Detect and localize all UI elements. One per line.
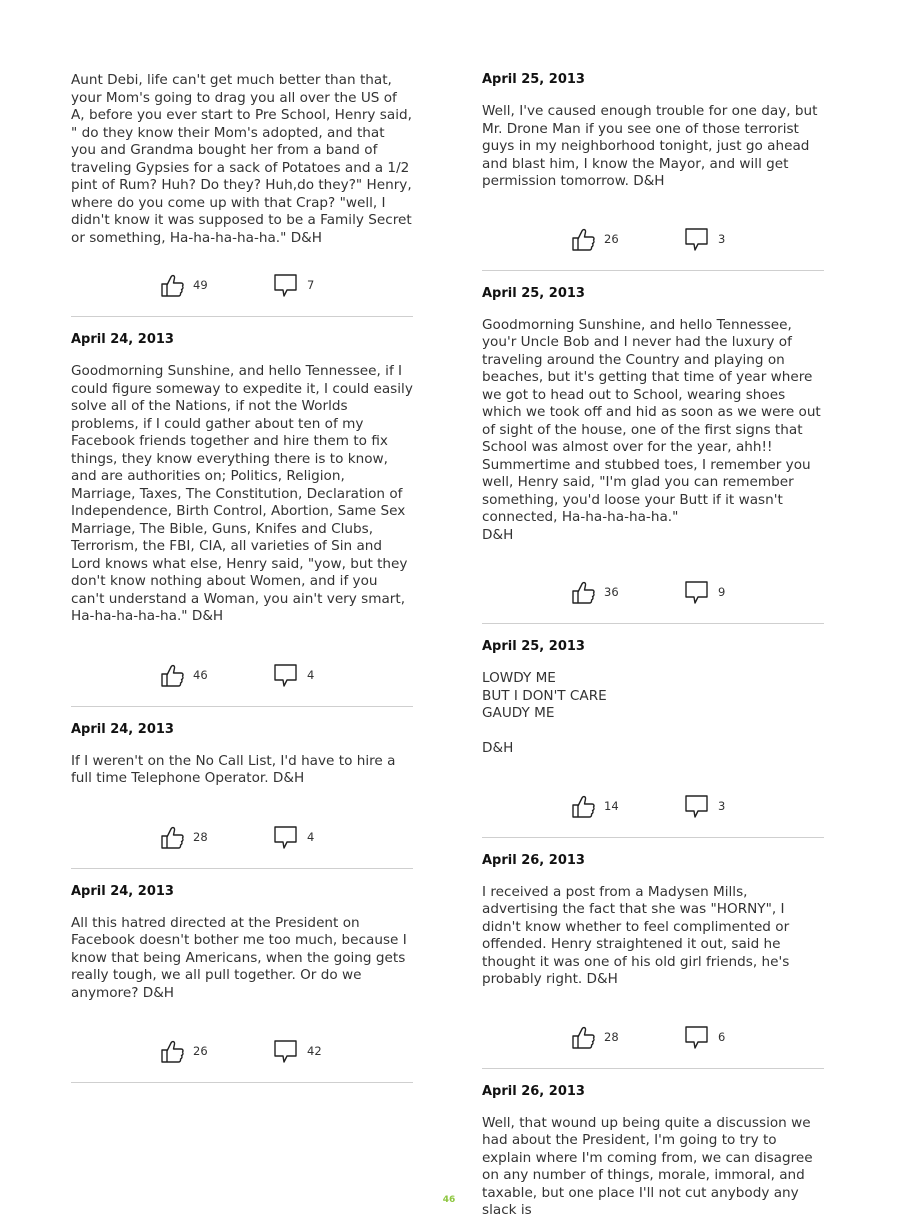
comment-count: 3 xyxy=(718,798,726,813)
post xyxy=(71,332,418,691)
post-divider xyxy=(482,270,824,271)
post-divider xyxy=(71,1082,413,1083)
comment-count: 42 xyxy=(307,1044,322,1058)
post-date: April 25, 2013 xyxy=(482,72,585,87)
like-count: 36 xyxy=(604,585,619,599)
like-count: 28 xyxy=(604,1029,619,1044)
thumbs-up-icon[interactable] xyxy=(159,272,185,298)
speech-bubble-icon[interactable] xyxy=(273,272,299,298)
like-count: 14 xyxy=(604,798,619,813)
post-date: April 25, 2013 xyxy=(482,639,585,654)
like-stat[interactable] xyxy=(570,1024,684,1050)
post-text: LOWDY ME BUT I DON'T CARE GAUDY ME D&H xyxy=(482,670,607,756)
post-stats xyxy=(159,821,413,853)
thumbs-up-icon[interactable] xyxy=(570,579,596,605)
post-text: If I weren't on the No Call List, I'd have to hire a full time Telephone Operator. D&H xyxy=(71,752,400,786)
right-column xyxy=(482,72,824,1220)
like-count: 49 xyxy=(193,278,208,292)
post-divider xyxy=(482,1068,824,1069)
comment-stat[interactable] xyxy=(684,793,798,819)
like-stat[interactable] xyxy=(570,226,684,252)
comment-stat[interactable] xyxy=(684,579,798,605)
post-date: April 25, 2013 xyxy=(482,285,585,301)
post-divider xyxy=(71,706,413,707)
like-stat[interactable] xyxy=(159,272,273,298)
thumbs-up-icon[interactable] xyxy=(159,824,185,850)
post-text: All this hatred directed at the President on Facebook doesn't bother me too much, because I know that being Americans, when the going gets really tough, we all pull together. Or do we anymore? D&H xyxy=(71,914,412,1001)
like-stat[interactable] xyxy=(159,662,273,688)
post-stats xyxy=(570,1021,824,1053)
speech-bubble-icon[interactable] xyxy=(684,793,710,819)
like-count: 26 xyxy=(193,1044,208,1058)
post xyxy=(71,72,417,301)
post-stats xyxy=(570,790,824,822)
post-stats xyxy=(159,1035,413,1067)
left-column xyxy=(71,72,418,1083)
comment-count: 3 xyxy=(718,231,726,246)
post-stats xyxy=(159,659,413,691)
like-count: 28 xyxy=(193,829,208,844)
like-stat[interactable] xyxy=(159,824,273,850)
thumbs-up-icon[interactable] xyxy=(570,793,596,819)
like-stat[interactable] xyxy=(570,579,684,605)
comment-stat[interactable] xyxy=(273,662,387,688)
thumbs-up-icon[interactable] xyxy=(159,662,185,688)
like-count: 26 xyxy=(604,231,619,246)
post-text: I received a post from a Madysen Mills, advertising the fact that she was "HORNY", I didn't know whether to feel complimented or offended. Henry straightened it out, said he thought it was one of his old girl friends, he's probably right. D&H xyxy=(482,883,794,987)
speech-bubble-icon[interactable] xyxy=(273,824,299,850)
post xyxy=(71,884,413,1068)
speech-bubble-icon[interactable] xyxy=(684,579,710,605)
post-stats xyxy=(570,576,824,608)
comment-count: 4 xyxy=(307,667,315,682)
comment-stat[interactable] xyxy=(273,1038,387,1064)
comment-stat[interactable] xyxy=(273,824,387,850)
post-stats xyxy=(159,269,413,301)
post-text: Aunt Debi, life can't get much better than that, your Mom's going to drag you all over the US of A, before you ever start to Pre School, Henry said, " do they know their Mom's adopted, and that you and Grandma bought her from a band of traveling Gypsies for a sack of Potatoes and a 1/2 pint of Rum? Huh? Do they? Huh,do they?" Henry, where do you come up with that Crap? "well, I didn't know it was supposed to be a Family Secret or something, Ha-ha-ha-ha-ha." D&H xyxy=(71,72,417,246)
thumbs-up-icon[interactable] xyxy=(570,1024,596,1050)
post-date: April 24, 2013 xyxy=(71,721,174,737)
post-divider xyxy=(71,316,413,317)
post-divider xyxy=(482,837,824,838)
post-text: Well, I've caused enough trouble for one day, but Mr. Drone Man if you see one of those terrorist guys in my neighborhood tonight, just go ahead and blast him, I know the Mayor, and will get permission tomorrow. D&H xyxy=(482,103,822,189)
post-stats xyxy=(570,223,824,255)
like-stat[interactable] xyxy=(570,793,684,819)
speech-bubble-icon[interactable] xyxy=(273,1038,299,1064)
comment-count: 6 xyxy=(718,1029,726,1044)
comment-count: 7 xyxy=(307,278,315,292)
thumbs-up-icon[interactable] xyxy=(159,1038,185,1064)
post xyxy=(482,286,824,609)
comment-count: 4 xyxy=(307,829,315,844)
comment-stat[interactable] xyxy=(684,226,798,252)
post-text: Goodmorning Sunshine, and hello Tennessee, you'r Uncle Bob and I never had the luxury of traveling around the Country and playing on beaches, but it's getting that time of year where we got to head out to School, wearing shoes which we took off and hid as soon as we were out of sight of the house, one of the first signs that School was almost over for the year, ahh!! Summertime and stubbed toes, I remember you well, Henry said, "I'm glad you can remember something, you'd loose your Butt if it wasn't connected, Ha-ha-ha-ha-ha." D&H xyxy=(482,316,821,543)
speech-bubble-icon[interactable] xyxy=(273,662,299,688)
post-divider xyxy=(71,868,413,869)
like-count: 46 xyxy=(193,667,208,682)
post-date: April 26, 2013 xyxy=(482,1083,585,1099)
post xyxy=(71,722,413,853)
comment-stat[interactable] xyxy=(273,272,387,298)
post xyxy=(482,639,824,822)
speech-bubble-icon[interactable] xyxy=(684,226,710,252)
post-text: Well, that wound up being quite a discussion we had about the President, I'm going to try to explain where I'm coming from, we can disagree on any number of things, morale, immoral, and taxable, but one place I'll not cut anybody any slack is xyxy=(482,1114,817,1218)
thumbs-up-icon[interactable] xyxy=(570,226,596,252)
post-text: Goodmorning Sunshine, and hello Tennessee, if I could figure someway to expedite it, I could easily solve all of the Nations, if not the Worlds problems, if I could gather about ten of my Facebook friends together and hire them to fix things, they know everything there is to know, and are authorities on; Politics, Religion, Marriage, Taxes, The Constitution, Declaration of Independence, Birth Control, Abortion, Same Sex Marriage, The Bible, Guns, Knifes and Clubs, Terrorism, the FBI, CIA, all varieties of Sin and Lord knows what else, Henry said, "yow, but they don't know nothing about Women, and if you can't understand a Woman, you ain't very smart, Ha-ha-ha-ha-ha." D&H xyxy=(71,363,418,624)
page-number: 46 xyxy=(442,1195,456,1205)
post-date: April 24, 2013 xyxy=(71,332,174,347)
post-date: April 26, 2013 xyxy=(482,852,585,868)
post-divider xyxy=(482,623,824,624)
speech-bubble-icon[interactable] xyxy=(684,1024,710,1050)
comment-count: 9 xyxy=(718,585,726,599)
post-date: April 24, 2013 xyxy=(71,883,174,899)
comment-stat[interactable] xyxy=(684,1024,798,1050)
like-stat[interactable] xyxy=(159,1038,273,1064)
post xyxy=(482,853,824,1053)
post xyxy=(482,72,824,255)
